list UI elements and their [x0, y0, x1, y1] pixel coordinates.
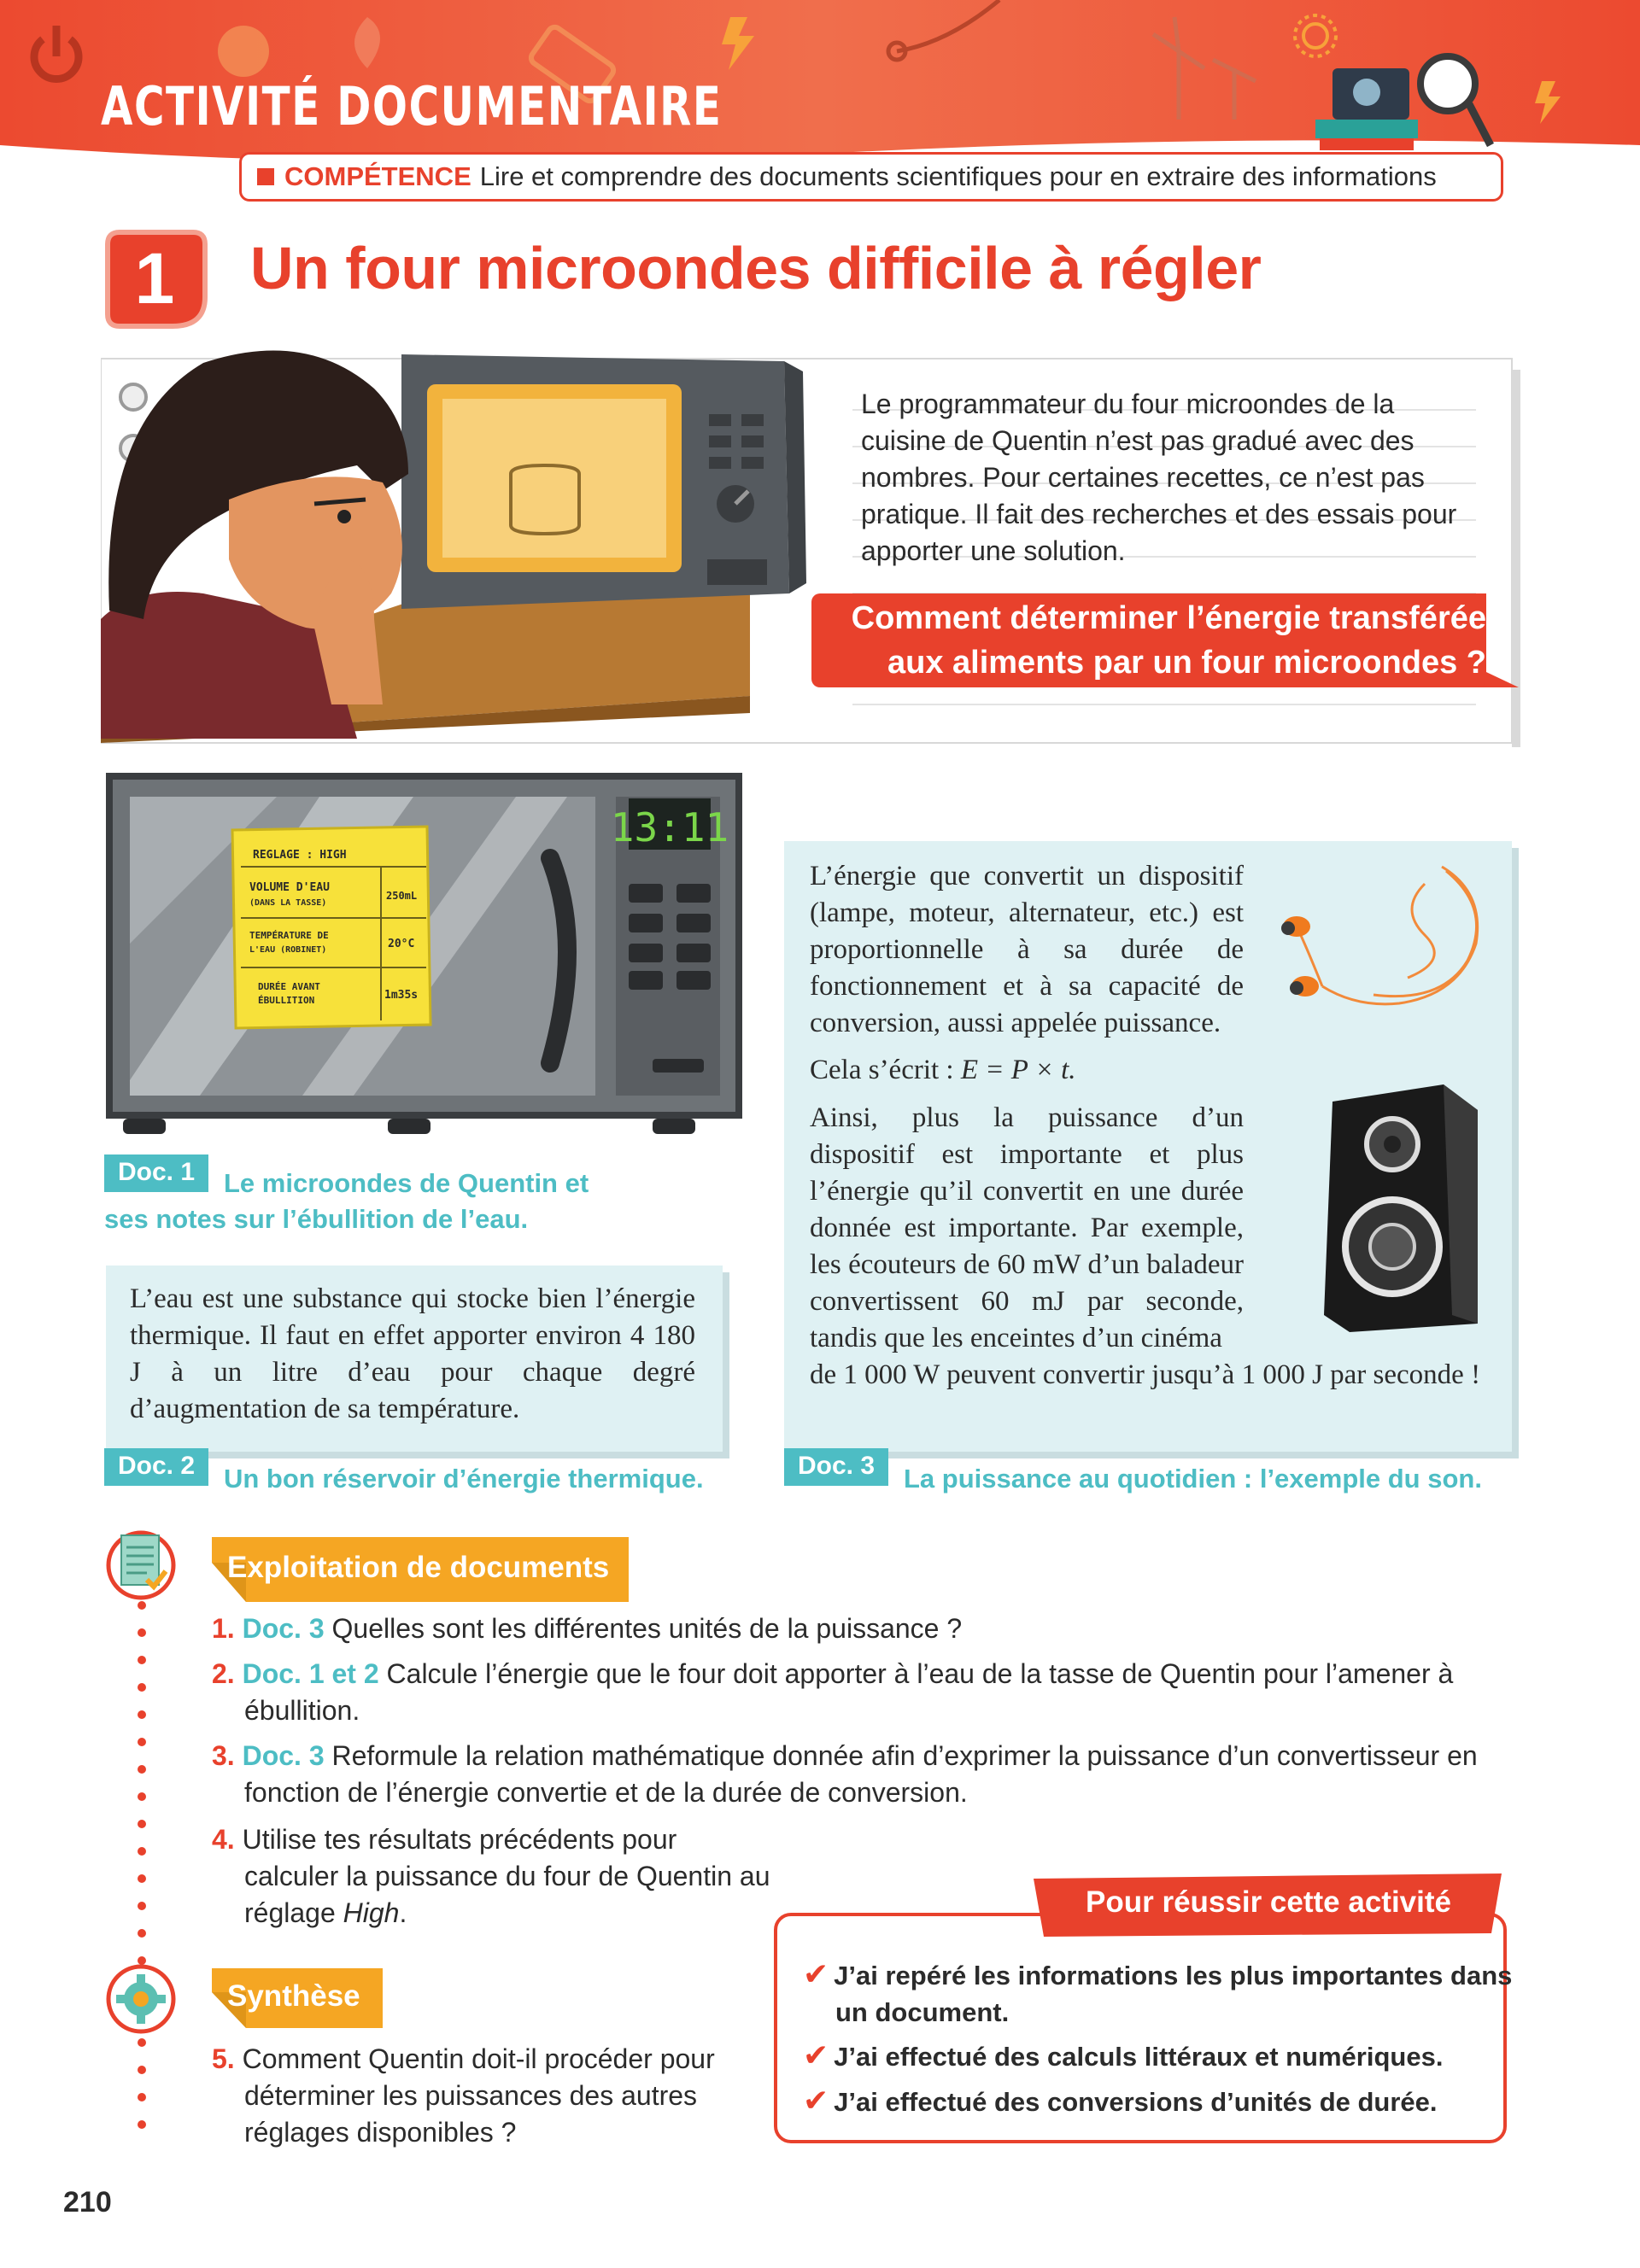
- question-text: Calcule l’énergie que le four doit apporter à l’eau de la tasse de Quentin pour l’amener à ébullition.: [244, 1658, 1454, 1726]
- competence-marker-icon: [257, 168, 274, 185]
- question-text: Comment Quentin doit-il procéder pour déterminer les puissances des autres réglages disponibles ?: [242, 2043, 715, 2148]
- question-doc-ref: Doc. 3: [242, 1740, 325, 1771]
- doc3-text-paragraph2: Ainsi, plus la puissance d’un dispositif est importante et plus l’énergie qu’il convertit en une durée donnée est importante. Par exemple, les écouteurs de 60 mW d’un baladeur convertissent 60 mJ par seconde, tandis que les enceintes d’un cinéma: [810, 1102, 1244, 1353]
- doc3-formula: E = P × t.: [960, 1055, 1076, 1085]
- doc3-formula-line: [810, 1055, 1076, 1086]
- competence-text: Lire et comprendre des documents scientifiques pour en extraire des informations: [479, 161, 1437, 191]
- doc3-caption: La puissance au quotidien : l’exemple du son.: [904, 1464, 1482, 1493]
- doc3-text-paragraph2-end: de 1 000 W peuvent convertir jusqu’à 1 000 J par seconde !: [810, 1359, 1481, 1390]
- note-row3-value: 1m35s: [384, 989, 419, 1002]
- doc1-microwave-image: [106, 773, 742, 1136]
- competence-bar: [239, 152, 1503, 202]
- bulb-icon: [218, 26, 269, 77]
- doc1-caption-line2: ses notes sur l’ébullition de l’eau.: [104, 1204, 529, 1234]
- question-number: 4.: [212, 1824, 235, 1855]
- checklist-item-text: J’ai effectué des conversions d’unités de durée.: [834, 2087, 1438, 2117]
- doc3-tag: Doc. 3: [784, 1448, 888, 1486]
- doc2-caption: Un bon réservoir d’énergie thermique.: [224, 1464, 704, 1493]
- doc2-text: L’eau est une substance qui stocke bien l’énergie thermique. Il faut en effet apporter environ 4 180 J à un litre d’eau pour chaque degré d’augmentation de sa température.: [130, 1283, 695, 1424]
- activity-type-label: ACTIVITÉ DOCUMENTAIRE: [101, 75, 723, 137]
- speaker-image: [1315, 1084, 1486, 1332]
- doc1-caption-line1: Le microondes de Quentin et: [224, 1168, 589, 1198]
- note-row1-value: 250mL: [386, 890, 418, 902]
- checklist-item: [803, 2082, 1486, 2120]
- question-doc-ref: Doc. 1 et 2: [242, 1658, 379, 1689]
- doc3-text-paragraph1: L’énergie que convertit un dispositif (lampe, moteur, alternateur, etc.) est proportionnelle à sa durée de fonctionnement et à sa capacité de conversion, aussi appelée puissance.: [810, 861, 1244, 1038]
- note-row1-label: VOLUME D'EAU: [249, 881, 330, 894]
- checklist-item: [803, 2037, 1486, 2075]
- note-row2-value: 20°C: [388, 938, 415, 950]
- question-number: 1.: [212, 1613, 235, 1644]
- document-checklist-icon: [104, 1529, 178, 1602]
- question-line-1: Comment déterminer l’énergie transférée: [851, 600, 1486, 636]
- success-checklist-title: Pour réussir cette activité: [1086, 1885, 1451, 1919]
- question-text: Reformule la relation mathématique donnée afin d’exprimer la puissance d’un convertisseur en fonction de l’énergie convertie et de la durée de conversion.: [244, 1740, 1478, 1808]
- checklist-item-text: J’ai effectué des calculs littéraux et numériques.: [834, 2042, 1444, 2072]
- question-doc-ref: Doc. 3: [242, 1613, 325, 1644]
- checklist-item-text: J’ai repéré les informations les plus importantes dans un document.: [834, 1961, 1513, 2027]
- note-title: REGLAGE : HIGH: [253, 849, 347, 862]
- dotted-timeline: [128, 1571, 162, 2152]
- question-text: Quelles sont les différentes unités de la puissance ?: [324, 1613, 963, 1644]
- checkmark-icon: ✔: [803, 2083, 829, 2118]
- doc2-tag: Doc. 2: [104, 1448, 208, 1486]
- question-number: 2.: [212, 1658, 235, 1689]
- competence-label: COMPÉTENCE: [284, 161, 472, 191]
- synthese-label: Synthèse: [227, 1979, 360, 2013]
- checkmark-icon: ✔: [803, 1956, 829, 1991]
- question-text: Utilise tes résultats précédents pour calculer la puissance du four de Quentin au réglage: [242, 1824, 770, 1928]
- question-number: 3.: [212, 1740, 235, 1771]
- gear-icon: [104, 1962, 178, 2036]
- question-italic-term: High: [343, 1897, 400, 1928]
- earphones-image: [1271, 858, 1493, 1029]
- doc1-tag: Doc. 1: [104, 1154, 208, 1192]
- question-4: [212, 1821, 774, 1932]
- page-number: 210: [63, 2186, 112, 2218]
- question-line-2: aux aliments par un four microondes ?: [887, 645, 1486, 681]
- question-2: [212, 1656, 1526, 1729]
- note-row3-label: DURÉE AVANT: [258, 981, 320, 992]
- note-row1-label2: (DANS LA TASSE): [249, 898, 327, 908]
- note-row2-label: TEMPÉRATURE DE: [249, 930, 329, 941]
- question-end: .: [399, 1897, 407, 1928]
- activity-number: 1: [134, 238, 175, 319]
- checkmark-icon: ✔: [803, 2037, 829, 2072]
- page-title: Un four microondes difficile à régler: [250, 235, 1262, 301]
- intro-text: Le programmateur du four microondes de la cuisine de Quentin n’est pas gradué avec des nombres. Pour certaines recettes, ce n’est pas pratique. Il fait des recherches et des essais pour apporter une solution.: [861, 389, 1457, 566]
- question-3: [212, 1738, 1526, 1811]
- microwave-clock: 13:11: [610, 804, 729, 850]
- exploitation-label: Exploitation de documents: [227, 1551, 610, 1584]
- note-row2-label2: L'EAU (ROBINET): [249, 945, 327, 955]
- question-5: [212, 2041, 791, 2151]
- checklist-item: [803, 1955, 1519, 2031]
- question-number: 5.: [212, 2043, 235, 2074]
- doc3-formula-prefix: Cela s’écrit :: [810, 1055, 961, 1085]
- problem-question: [820, 596, 1486, 685]
- question-1: [212, 1610, 1493, 1647]
- note-row3-label2: ÉBULLITION: [258, 995, 315, 1006]
